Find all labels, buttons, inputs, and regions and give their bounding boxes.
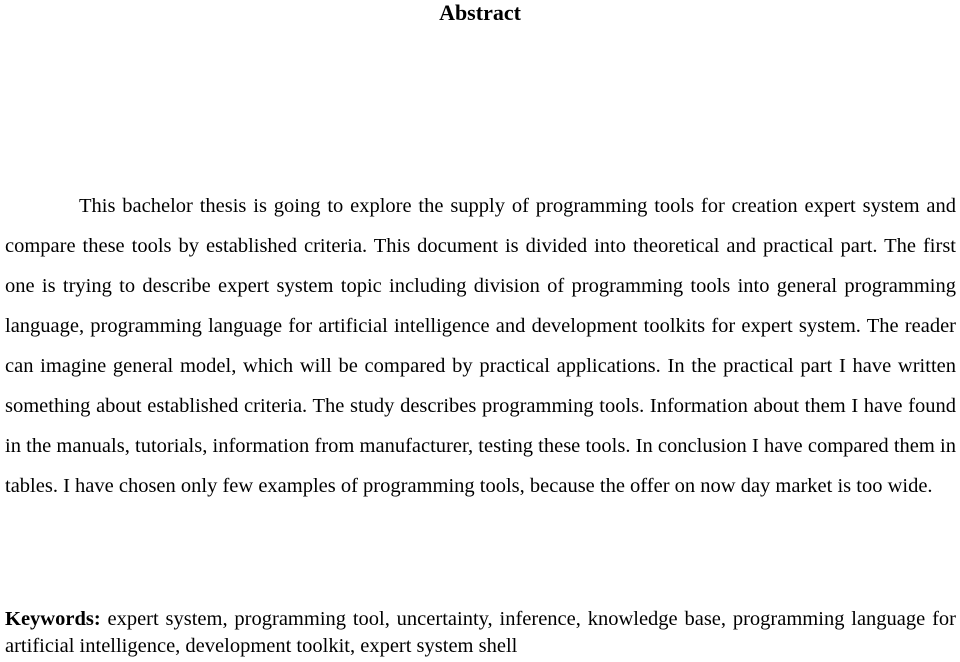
abstract-paragraph: This bachelor thesis is going to explore the supply of programming tools for creation expert system and compare these tools by established criteria. This document is divided into theoretical and practical part. The first one is trying to describe expert system topic including division of programming tools into general programming language, programming language for artificial intelligence and development toolkits for expert system. The reader can imagine general model, which will be compared by practical applications. In the practical part I have written something about established criteria. The study describes programming tools. Information about them I have found in the manuals, tutorials, information from manufacturer, testing these tools. In conclusion I have compared them in tables. I have chosen only few examples of programming tools, because the offer on now day market is too wide. <box>5 195 956 497</box>
keywords-label: Keywords: <box>5 608 101 630</box>
abstract-heading: Abstract <box>439 0 521 25</box>
keywords-paragraph <box>5 606 956 660</box>
keywords-list: expert system, programming tool, uncertainty, inference, knowledge base, programming language for artificial intelligence, development toolkit, expert system shell <box>5 608 956 657</box>
